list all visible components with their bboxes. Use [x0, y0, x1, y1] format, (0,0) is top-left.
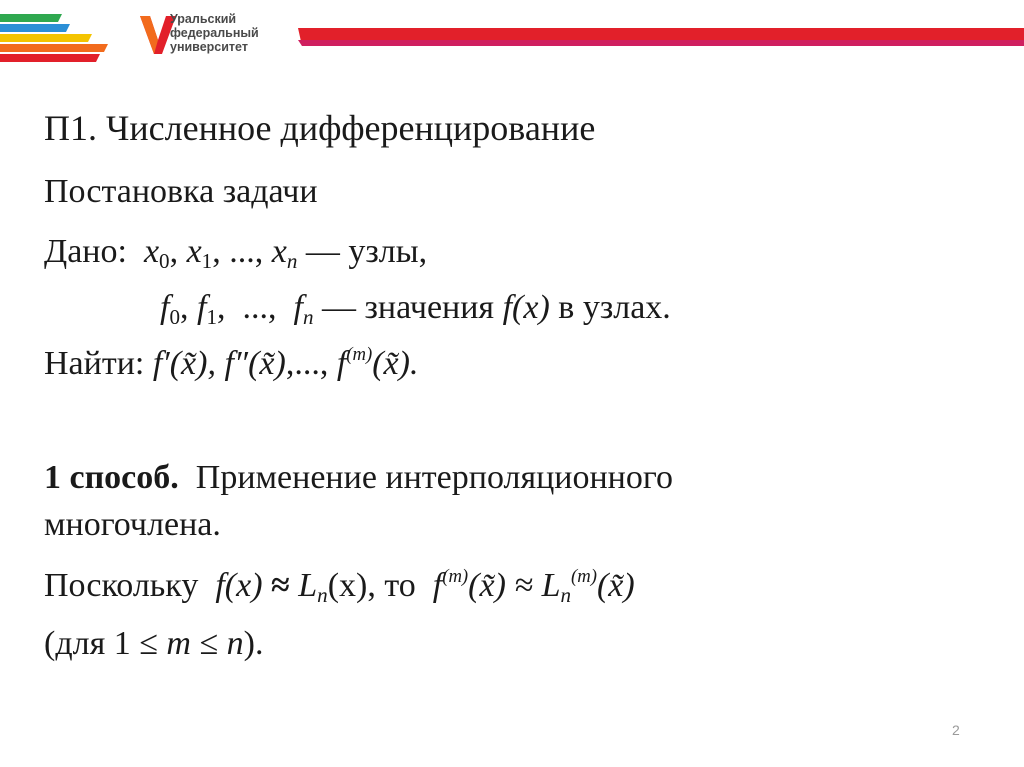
stripe-red-left	[0, 54, 100, 62]
logo-line-3: университет	[170, 40, 248, 54]
logo-line-2: федеральный	[170, 26, 259, 40]
stripe-right-accent	[298, 40, 1024, 46]
header-stripes	[0, 0, 1024, 70]
section-heading: Постановка задачи	[44, 173, 318, 210]
stripe-orange	[0, 44, 108, 52]
stripe-yellow	[0, 34, 92, 42]
stripe-blue	[0, 24, 70, 32]
given-values-line: f0, f1, ..., fn — значения f(x) в узлах.	[160, 289, 671, 329]
university-name	[170, 12, 259, 54]
condition-line: (для 1 ≤ m ≤ n).	[44, 625, 264, 662]
stripe-green	[0, 14, 62, 22]
derivative-m: $f^{(m)}(x̃)$.	[336, 343, 419, 382]
since-line: Поскольку f(x) ≈ Ln(x), то $f^{(m)}(x̃)$ ≈ $Ln^{(m)}(x̃)$	[44, 565, 635, 607]
given-nodes-line: Дано: x0, x1, ..., xn — узлы,	[44, 233, 428, 273]
page-number: 2	[952, 722, 960, 738]
derivative-2: f″(x̃)	[224, 345, 286, 382]
method-line-2: многочлена.	[44, 506, 221, 543]
derivative-1: f′(x̃),	[152, 345, 216, 382]
given-label: Дано:	[44, 233, 127, 270]
find-label: Найти:	[44, 345, 145, 382]
approx-formula: $f^{(m)}(x̃)$ ≈ $Ln^{(m)}(x̃)$	[432, 565, 635, 607]
find-line: Найти: f′(x̃), f″(x̃),..., $f^{(m)}(x̃)$.	[44, 343, 419, 382]
slide-title: П1. Численное дифференцирование	[44, 108, 596, 148]
method-label: 1 способ.	[44, 459, 179, 496]
logo-line-1: Уральский	[170, 12, 237, 26]
method-line-1: 1 способ. Применение интерполяционного	[44, 459, 673, 496]
